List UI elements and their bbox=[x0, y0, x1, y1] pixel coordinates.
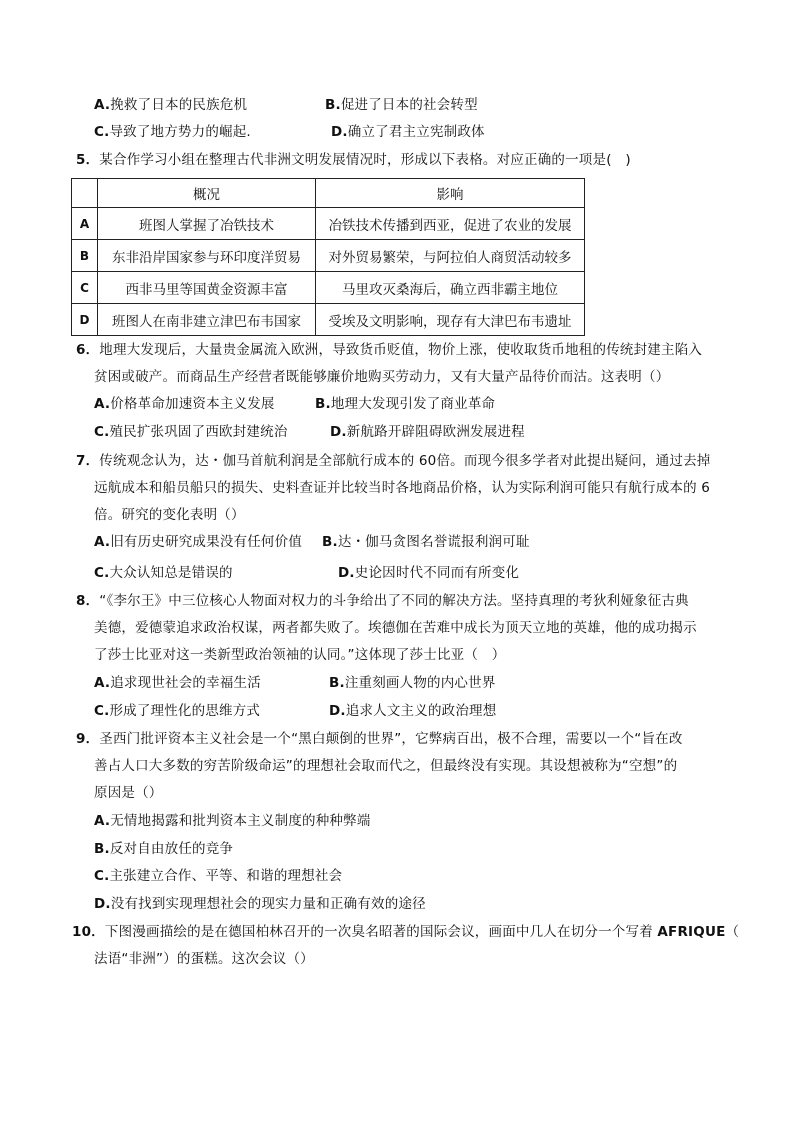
q8-option-b: B.注重刻画人物的内心世界 bbox=[329, 675, 496, 691]
q4-option-b: B.促进了日本的社会转型 bbox=[325, 97, 478, 113]
table-row bbox=[72, 304, 585, 336]
q8-option-d: D.追求人文主义的政治理想 bbox=[329, 703, 497, 719]
row-impact: 受埃及文明影响，现存有大津巴布韦遗址 bbox=[316, 304, 585, 336]
row-overview: 班图人在南非建立津巴布韦国家 bbox=[98, 304, 316, 336]
q8-option-c: C.形成了理性化的思维方式 bbox=[94, 703, 261, 719]
q4-option-d: D.确立了君主立宪制政体 bbox=[331, 124, 485, 140]
row-overview: 东非沿岸国家参与环印度洋贸易 bbox=[98, 240, 316, 272]
q5-stem: 5．某合作学习小组在整理古代非洲文明发展情况时，形成以下表格。对应正确的一项是( ) bbox=[76, 152, 631, 168]
q8-stem-line2: 美德，爱德蒙追求政治权谋，两者都失败了。埃德伽在苦难中成长为顶天立地的英雄，他的成功揭示 bbox=[94, 620, 697, 636]
q7-option-b: B.达・伽马贪图名誉谎报利润可耻 bbox=[322, 534, 530, 550]
q9-option-c: C.主张建立合作、平等、和谐的理想社会 bbox=[94, 868, 343, 884]
row-key: C bbox=[72, 272, 98, 304]
q8-option-a: A.追求现世社会的幸福生活 bbox=[94, 675, 261, 691]
table-header-impact: 影响 bbox=[316, 179, 585, 208]
q6-stem-line1: 6．地理大发现后，大量贵金属流入欧洲，导致货币贬值，物价上涨，使收取货币地租的传统封建主陷入 bbox=[76, 342, 703, 358]
row-key: B bbox=[72, 240, 98, 272]
table-row bbox=[72, 208, 585, 240]
q6-option-a: A.价格革命加速资本主义发展 bbox=[94, 396, 275, 412]
q9-option-b: B.反对自由放任的竞争 bbox=[94, 841, 234, 857]
q6-option-c: C.殖民扩张巩固了西欧封建统治 bbox=[94, 424, 288, 440]
q5-table bbox=[71, 178, 585, 336]
q8-stem-line1: 8．“《李尔王》中三位核心人物面对权力的斗争给出了不同的解决方法。坚持真理的考狄利娅象征古典 bbox=[76, 593, 689, 609]
q9-option-d: D.没有找到实现理想社会的现实力量和正确有效的途径 bbox=[94, 896, 426, 912]
q6-option-b: B.地理大发现引发了商业革命 bbox=[315, 396, 496, 412]
q6-stem-line2: 贫困或破产。而商品生产经营者既能够廉价地购买劳动力，又有大量产品待价而沽。这表明（） bbox=[94, 369, 670, 385]
q7-stem-line1: 7．传统观念认为，达・伽马首航利润是全部航行成本的 60倍。而现今很多学者对此提出疑问，通过去掉 bbox=[76, 453, 711, 469]
q10-stem-line2: 法语“非洲”）的蛋糕。这次会议（） bbox=[94, 951, 314, 967]
row-impact: 对外贸易繁荣，与阿拉伯人商贸活动较多 bbox=[316, 240, 585, 272]
row-key: A bbox=[72, 208, 98, 240]
q7-option-c: C.大众认知总是错误的 bbox=[94, 565, 233, 581]
q9-stem-line3: 原因是（） bbox=[94, 785, 163, 801]
table-row bbox=[72, 240, 585, 272]
q9-stem-line2: 善占人口大多数的穷苦阶级命运”的理想社会取而代之，但最终没有实现。其设想被称为“空想”的 bbox=[94, 758, 678, 774]
q9-stem-line1: 9．圣西门批评资本主义社会是一个“黑白颠倒的世界”，它弊病百出，极不合理，需要以一个“旨在改 bbox=[76, 731, 683, 747]
q7-option-a: A.旧有历史研究成果没有任何价值 bbox=[94, 534, 303, 550]
row-overview: 西非马里等国黄金资源丰富 bbox=[98, 272, 316, 304]
table-header-blank bbox=[72, 179, 98, 208]
table-header-overview: 概况 bbox=[98, 179, 316, 208]
row-key: D bbox=[72, 304, 98, 336]
q6-option-d: D.新航路开辟阻碍欧洲发展进程 bbox=[330, 424, 525, 440]
q10-stem-line1: 10．下图漫画描绘的是在德国柏林召开的一次臭名昭著的国际会议，画面中几人在切分一个写着 AFRIQUE（ bbox=[72, 924, 740, 940]
q8-stem-line3: 了莎士比亚对这一类新型政治领袖的认同。”这体现了莎士比亚（ ） bbox=[94, 647, 506, 663]
q7-stem-line3: 倍。研究的变化表明（） bbox=[94, 507, 245, 523]
row-impact: 马里攻灭桑海后，确立西非霸主地位 bbox=[316, 272, 585, 304]
q9-option-a: A.无情地揭露和批判资本主义制度的种种弊端 bbox=[94, 813, 371, 829]
row-impact: 冶铁技术传播到西亚，促进了农业的发展 bbox=[316, 208, 585, 240]
table-row bbox=[72, 272, 585, 304]
row-overview: 班图人掌握了冶铁技术 bbox=[98, 208, 316, 240]
q4-option-c: C.导致了地方势力的崛起. bbox=[94, 124, 251, 140]
q7-stem-line2: 远航成本和船员船只的损失、史料查证并比较当时各地商品价格，认为实际利润可能只有航行成本的 6 bbox=[94, 480, 711, 496]
q4-option-a: A.挽救了日本的民族危机 bbox=[94, 97, 248, 113]
table-header-row bbox=[72, 179, 585, 208]
q7-option-d: D.史论因时代不同而有所变化 bbox=[338, 565, 520, 581]
